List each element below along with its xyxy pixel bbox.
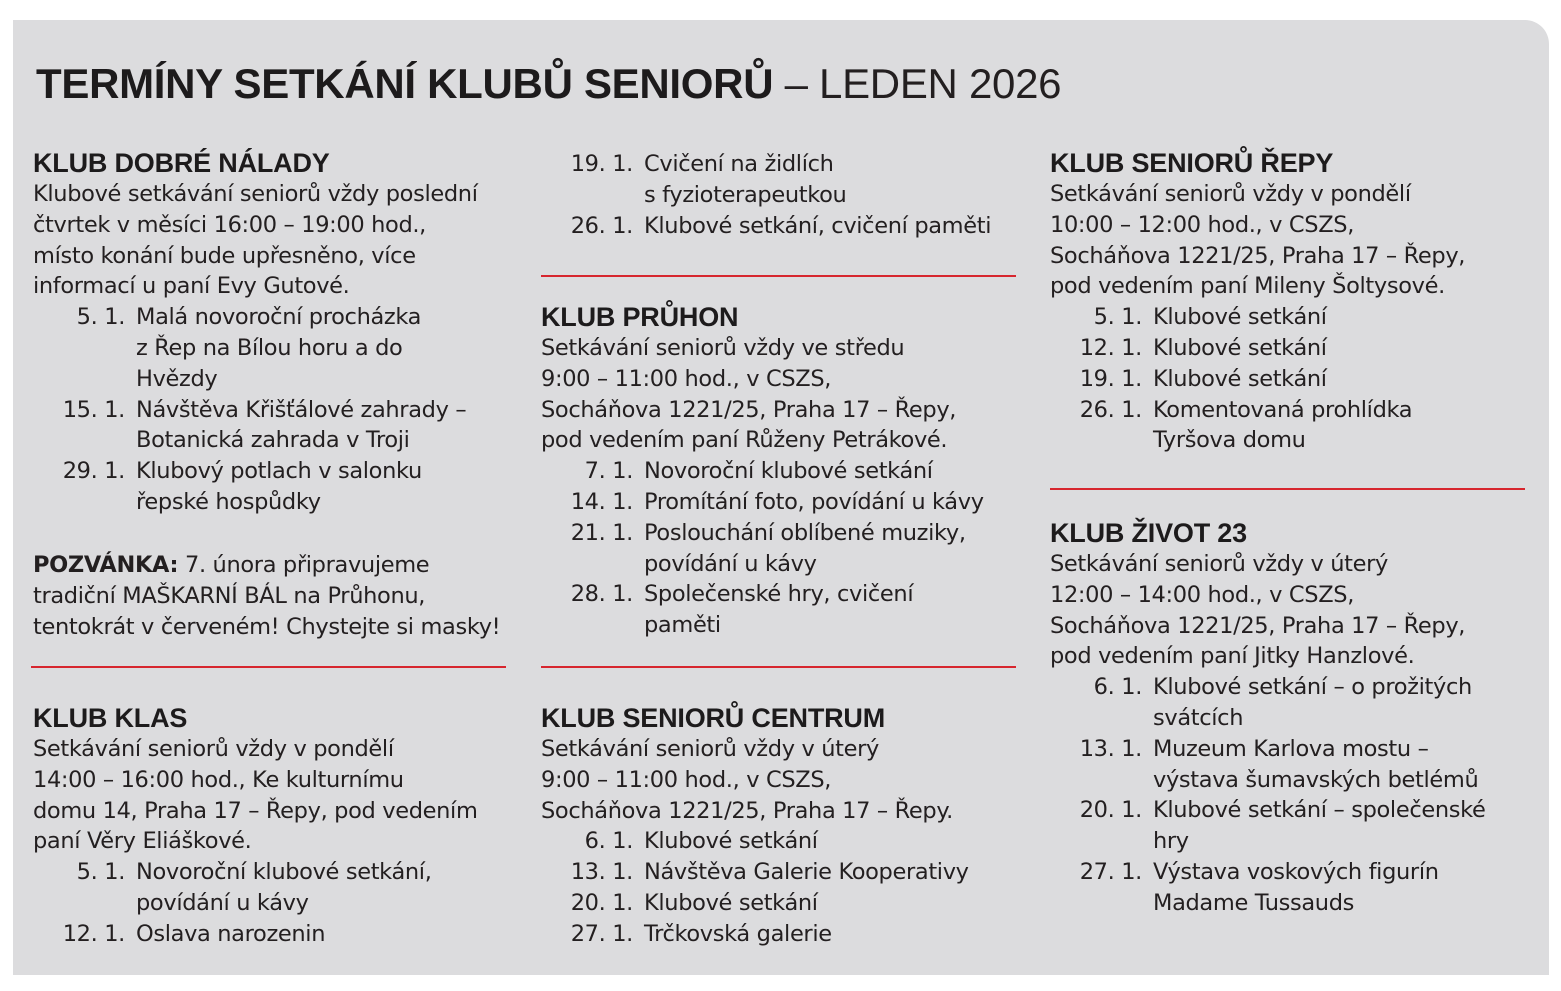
event-text: Klubové setkání [1153,334,1327,361]
event-text: Klubové setkání [644,889,818,916]
event-item [1050,364,1465,395]
title-month: – LEDEN 2026 [773,60,1062,107]
section-divider [541,666,1016,668]
event-date: 21. 1. [570,519,633,546]
event-text: Klubový potlach v salonku [136,458,422,485]
club-senioru-repy [1050,148,1465,456]
club-description-line: 9:00 – 11:00 hod., v CSZS, [541,766,832,793]
club-senioru-centrum [541,703,969,950]
event-text: Madame Tussauds [1153,889,1355,916]
event-date: 7. 1. [584,458,633,485]
event-item [541,211,991,242]
event-item [541,857,969,888]
event-item [1050,857,1485,919]
event-item [541,888,969,919]
event-text: Novoroční klubové setkání [644,458,933,485]
event-date: 12. 1. [1079,334,1142,361]
invitation-note [33,550,500,642]
invitation-line: tradiční MAŠKARNÍ BÁL na Průhonu, [33,582,426,609]
club-description-line: 14:00 – 16:00 hod., Ke kulturnímu [33,766,404,793]
event-date: 28. 1. [570,581,633,608]
club-description-line: domu 14, Praha 17 – Řepy, pod vedením [33,797,478,824]
invitation-text: 7. února připravujeme [178,552,430,578]
event-text: Malá novoroční procházka [136,304,422,331]
event-text: povídání u kávy [644,550,817,577]
club-description-line: Setkávání seniorů vždy v pondělí [1050,181,1411,207]
event-text: Poslouchání oblíbené muziky, [644,519,966,546]
event-date: 14. 1. [570,488,633,515]
event-item [1050,333,1465,364]
event-item [1050,734,1485,796]
event-text: Klubové setkání – o prožitých [1153,674,1472,701]
event-item [541,149,991,211]
club-name: KLUB ŽIVOT 23 [1050,518,1247,548]
event-date: 6. 1. [584,828,633,855]
event-text: paměti [644,612,721,639]
event-text: Klubové setkání [644,828,818,855]
event-item [541,518,984,580]
invitation-line [33,550,500,581]
event-item [33,919,478,950]
event-date: 13. 1. [570,859,633,886]
event-date: 5. 1. [1093,304,1142,331]
event-text: Botanická zahrada v Troji [136,427,410,454]
event-item [541,919,969,950]
club-description-line: 12:00 – 14:00 hod., v CSZS, [1050,581,1355,608]
club-description-line: Socháňova 1221/25, Praha 17 – Řepy. [541,797,953,824]
event-text: Klubové setkání [1153,365,1327,392]
event-date: 26. 1. [1079,396,1142,423]
event-date: 20. 1. [570,889,633,916]
club-description-line: 9:00 – 11:00 hod., v CSZS, [541,365,832,392]
event-text: Novoroční klubové setkání, [136,859,432,886]
event-text: z Řep na Bílou horu a do [136,334,403,361]
title-main: TERMÍNY SETKÁNÍ KLUBŮ SENIORŮ [36,60,774,107]
club-description-line: Setkávání seniorů vždy v úterý [541,736,879,762]
event-item [33,857,478,919]
club-description-line: paní Věry Eliáškové. [33,828,252,855]
event-item [541,826,969,857]
event-date: 5. 1. [76,859,125,886]
event-item [33,395,478,457]
event-text: Promítání foto, povídání u kávy [644,488,984,515]
invitation-line: tentokrát v červeném! Chystejte si masky! [33,613,501,640]
event-text: hry [1153,828,1189,855]
club-description-line: čtvrtek v měsíci 16:00 – 19:00 hod., [33,211,426,238]
event-text: řepské hospůdky [136,488,321,515]
event-text: Oslava narozenin [136,920,326,947]
club-description-line: pod vedením paní Mileny Šoltysové. [1050,273,1445,300]
club-description-line: Socháňova 1221/25, Praha 17 – Řepy, [541,396,957,423]
event-text: Muzeum Karlova mostu – [1153,735,1429,762]
section-divider [1050,488,1525,490]
club-name: KLUB SENIORŮ CENTRUM [541,703,885,733]
event-text: Cvičení na židlích [644,151,834,177]
event-text: Výstava voskových figurín [1153,858,1439,885]
club-description-line: informací u paní Evy Gutové. [33,273,350,300]
club-name: KLUB DOBRÉ NÁLADY [33,148,330,178]
event-date: 12. 1. [62,920,125,947]
event-text: povídání u kávy [136,889,309,916]
event-item [541,487,984,518]
event-text: Klubové setkání, cvičení paměti [644,212,992,239]
event-text: Tyršova domu [1153,427,1306,454]
club-dobre-nalady [33,148,478,518]
event-item [33,302,478,394]
event-date: 19. 1. [1079,365,1142,392]
section-divider [541,275,1016,277]
event-text: Společenské hry, cvičení [644,581,914,608]
club-description-line: Klubové setkávání seniorů vždy poslední [33,181,478,207]
invitation-label: POZVÁNKA: [33,552,179,578]
event-item [1050,302,1465,333]
event-text: Klubové setkání [1153,304,1327,331]
club-description-line: pod vedením paní Růženy Petrákové. [541,427,948,454]
event-item [33,456,478,518]
club-zivot-23 [1050,518,1485,919]
event-date: 6. 1. [1093,674,1142,701]
club-pruhon [541,302,984,641]
event-text: Návštěva Galerie Kooperativy [644,859,969,886]
event-item [541,579,984,641]
club-description-line: Setkávání seniorů vždy v pondělí [33,736,394,762]
club-description-line: Socháňova 1221/25, Praha 17 – Řepy, [1050,612,1466,639]
event-item [1050,395,1465,457]
event-date: 27. 1. [1079,858,1142,885]
event-text: svátcích [1153,704,1244,731]
club-name: KLUB PRŮHON [541,302,739,332]
event-text: Klubové setkání – společenské [1153,797,1486,824]
event-text: Návštěva Křišťálové zahrady – [136,396,467,423]
club-name: KLUB KLAS [33,703,188,733]
event-item [541,456,984,487]
club-description-line: 10:00 – 12:00 hod., v CSZS, [1050,211,1355,238]
club-description-line: Setkávání seniorů vždy ve středu [541,335,905,361]
section-divider [31,666,506,668]
event-text: výstava šumavských betlémů [1153,766,1479,793]
event-text: Hvězdy [136,365,218,392]
event-text: Trčkovská galerie [644,920,832,947]
event-date: 15. 1. [62,396,125,423]
club-description-line: místo konání bude upřesněno, více [33,242,416,269]
event-item [1050,672,1485,734]
event-date: 27. 1. [570,920,633,947]
club-description-line: Socháňova 1221/25, Praha 17 – Řepy, [1050,242,1466,269]
event-date: 20. 1. [1079,797,1142,824]
club-description-line: Setkávání seniorů vždy v úterý [1050,551,1388,577]
club-name: KLUB SENIORŮ ŘEPY [1050,148,1334,178]
event-date: 26. 1. [570,212,633,239]
event-date: 29. 1. [62,458,125,485]
continued-events [541,149,991,241]
event-item [1050,795,1485,857]
event-date: 19. 1. [570,151,633,177]
event-date: 5. 1. [76,304,125,331]
club-klas [33,703,478,950]
event-text: s fyzioterapeutkou [644,181,847,208]
event-text: Komentovaná prohlídka [1153,396,1413,423]
page-title [36,56,1061,112]
event-date: 13. 1. [1079,735,1142,762]
club-description-line: pod vedením paní Jitky Hanzlové. [1050,643,1415,670]
